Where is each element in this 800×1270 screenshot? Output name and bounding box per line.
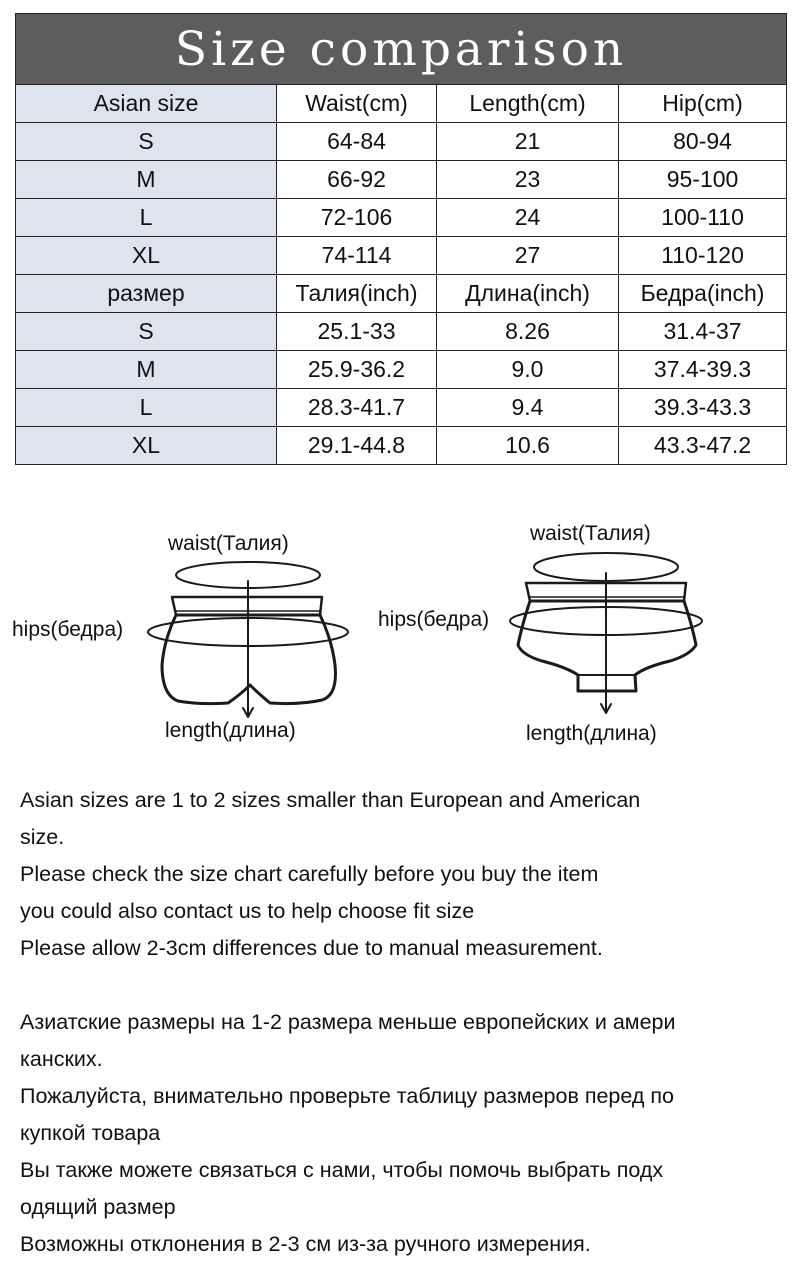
table-row (16, 389, 787, 427)
table-header-row-cm (16, 85, 787, 123)
length-label: length(длина) (526, 722, 657, 745)
table-row (16, 237, 787, 275)
table-cell: 29.1-44.8 (277, 427, 437, 465)
note-line-en: you could also contact us to help choose fit size (20, 899, 475, 923)
table-cell: 66-92 (277, 161, 437, 199)
table-cell: 9.0 (437, 351, 619, 389)
header-cell: Бедра(inch) (619, 275, 787, 313)
length-label: length(длина) (165, 719, 296, 742)
header-cell: Length(cm) (437, 85, 619, 123)
note-line-ru: Азиатские размеры на 1-2 размера меньше европейских и амери (20, 1010, 676, 1034)
notes-spacer (20, 967, 790, 1004)
table-cell: 27 (437, 237, 619, 275)
table-row (16, 199, 787, 237)
table-cell: 80-94 (619, 123, 787, 161)
table-cell: 37.4-39.3 (619, 351, 787, 389)
table-title: Size comparison (16, 14, 787, 85)
table-cell: 110-120 (619, 237, 787, 275)
header-cell: Waist(cm) (277, 85, 437, 123)
table-row (16, 161, 787, 199)
note-line-ru: Возможны отклонения в 2-3 см из-за ручного измерения. (20, 1232, 591, 1256)
size-cell: M (16, 351, 277, 389)
table-cell: 43.3-47.2 (619, 427, 787, 465)
size-cell: XL (16, 237, 277, 275)
note-line-en: Please allow 2-3cm differences due to manual measurement. (20, 936, 603, 960)
table-cell: 24 (437, 199, 619, 237)
table-cell: 72-106 (277, 199, 437, 237)
header-cell: Hip(cm) (619, 85, 787, 123)
table-cell: 25.9-36.2 (277, 351, 437, 389)
note-line-ru: одящий размер (20, 1195, 176, 1219)
table-cell: 10.6 (437, 427, 619, 465)
table-cell: 64-84 (277, 123, 437, 161)
header-cell: Талия(inch) (277, 275, 437, 313)
table-cell: 9.4 (437, 389, 619, 427)
size-cell: S (16, 313, 277, 351)
table-header-row-inch (16, 275, 787, 313)
size-cell: L (16, 389, 277, 427)
table-cell: 31.4-37 (619, 313, 787, 351)
brief-diagram (370, 515, 790, 755)
size-notes (20, 782, 790, 1263)
note-line-ru: Вы также можете связаться с нами, чтобы помочь выбрать подх (20, 1158, 664, 1182)
header-cell: Asian size (16, 85, 277, 123)
hips-label: hips(бедра) (12, 618, 124, 641)
note-line-en: size. (20, 825, 65, 849)
table-row (16, 313, 787, 351)
header-cell: размер (16, 275, 277, 313)
size-table (15, 13, 787, 465)
boxer-brief-diagram (0, 515, 370, 755)
waist-label: waist(Талия) (168, 532, 289, 555)
brief-illustration (370, 515, 790, 755)
waist-label: waist(Талия) (530, 522, 651, 545)
size-cell: M (16, 161, 277, 199)
table-cell: 95-100 (619, 161, 787, 199)
table-cell: 21 (437, 123, 619, 161)
table-row (16, 351, 787, 389)
table-cell: 39.3-43.3 (619, 389, 787, 427)
table-cell: 100-110 (619, 199, 787, 237)
note-line-ru: купкой товара (20, 1121, 161, 1145)
table-cell: 74-114 (277, 237, 437, 275)
hips-label: hips(бедра) (378, 608, 490, 631)
table-row (16, 123, 787, 161)
table-row (16, 427, 787, 465)
header-cell: Длина(inch) (437, 275, 619, 313)
note-line-ru: канских. (20, 1047, 103, 1071)
note-line-en: Asian sizes are 1 to 2 sizes smaller than European and American (20, 788, 641, 812)
table-cell: 25.1-33 (277, 313, 437, 351)
size-cell: XL (16, 427, 277, 465)
note-line-en: Please check the size chart carefully before you buy the item (20, 862, 599, 886)
table-cell: 23 (437, 161, 619, 199)
table-cell: 28.3-41.7 (277, 389, 437, 427)
size-cell: S (16, 123, 277, 161)
note-line-ru: Пожалуйста, внимательно проверьте таблицу размеров перед по (20, 1084, 674, 1108)
table-cell: 8.26 (437, 313, 619, 351)
size-cell: L (16, 199, 277, 237)
table-title-row (16, 14, 787, 85)
